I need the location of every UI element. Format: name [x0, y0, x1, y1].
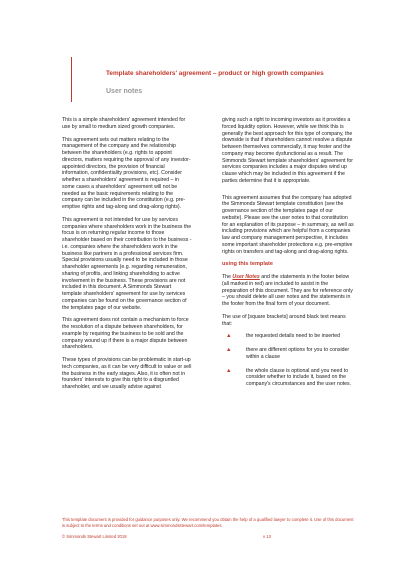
services-paragraph: This agreement is not intended for use by services companies where shareholders work in the business the focus is on returning regular income to those shareholder based on their contribution to the business - i.e. companies where the shareholders work in the business like partners in a professional services firm. Special provisions usually need to be included in those shareholder agreements (e.g. regarding remuneration, sharing of profits, and linking shareholding to active involvement in the business. These provisions are not included in this document. A Simmonds Stewart template shareholders' agreement for use by services companies can be found on the governance section of the templates page of our website. — [62, 216, 192, 311]
triangle-marker-icon: ▲ — [226, 367, 232, 374]
note-text: the whole clause is optional and you need to consider whether to include it, based on the company's circumstances and the user notes. — [246, 367, 352, 387]
usage-prefix: The — [222, 274, 233, 280]
intro-paragraph: This is a simple shareholders' agreement intended for use by small to medium sized growth companies. — [62, 117, 186, 130]
user-notes-label: User Notes — [232, 274, 260, 280]
triangle-marker-icon: ▲ — [226, 347, 232, 353]
note-text: the requested details need to be inserted — [246, 333, 341, 340]
note-text: there are different options for you to consider within a clause — [246, 347, 350, 360]
dispute-paragraph: This agreement does not contain a mechanism to force the resolution of a dispute between shareholders, for example by requiring the business to be sold and the company wound up if there is a major dispute between shareholders. — [62, 317, 189, 351]
assumption-paragraph: This agreement assumes that the company has adopted the Simmonds Stewart template constitution (see the governance section of the templates page of our website). Please see the user notes to that constitution for an explanation of its purpose – in summary, as well as including provisions which are helpful from a companies law and company management perspective, it includes some important shareholder protections e.g. pre-emptive rights on transfers and tag-along and drag-along rights. — [222, 194, 354, 255]
note-item — [222, 347, 354, 361]
provisions-paragraph: These types of provisions can be problematic in start-up tech companies, as it can be very difficult to value or sell the business in the early stages. Also, it is often not in founders' interests to give this right to a disgruntled shareholder, and we usually advise against — [62, 357, 192, 390]
footer-version: v 13 — [263, 534, 271, 539]
management-paragraph: This agreement sets out matters relating to the management of the company and the relationship between the shareholders (e.g. rights to appoint directors, matters requiring the approval of any investor-appointed directors, the provision of financial information, confidentiality provisions, etc). Consider whether a shareholders' agreement is required – in some cases a shareholders' agreement will not be needed as the basic requirements relating to the company can be included in the constitution (e.g. pre-emptive rights and tag-along and drag-along rights). — [62, 136, 191, 210]
left-column — [62, 117, 192, 397]
header-rule — [71, 57, 72, 102]
usage-rest: and the statements in the footer below (all marked in red) are included to assist in the preparation of this document. They are for reference only – you should delete all user notes and the statements in the footer from the final form of your document. — [222, 274, 353, 307]
triangle-marker-icon: ▲ — [226, 333, 232, 340]
continuation-paragraph: giving such a right to incoming investors as it provides a forced liquidity option. However, while we think this is generally the best approach for this type of company, the downside is that if shareholders cannot resolve a dispute between themselves commercially, it may fester and the company may become dysfunctional as a result. The Simmonds Stewart template shareholders' agreement for services companies includes a major disputes wind up clause which may be included in this agreement if the parties determine that it is appropriate. — [222, 117, 354, 184]
footer-disclaimer: This template document is provided for guidance purposes only. We recommend you obtain the help of a qualified lawyer to complete it. Use of this document is subject to the terms and conditions set out at www.simmondsstewart.com/templates. — [62, 517, 354, 528]
note-item — [222, 368, 354, 388]
document-subtitle: User notes — [106, 88, 143, 95]
section-heading: using this template — [222, 261, 273, 268]
brackets-paragraph: The use of [square brackets] around black text means that: — [222, 313, 346, 327]
note-item — [222, 333, 354, 340]
right-column — [222, 117, 354, 395]
usage-paragraph — [222, 274, 354, 308]
footer-copyright: © Simmonds Stewart Limited 2018 — [62, 534, 127, 539]
document-title: Template shareholders' agreement – product or high growth companies — [106, 70, 324, 77]
